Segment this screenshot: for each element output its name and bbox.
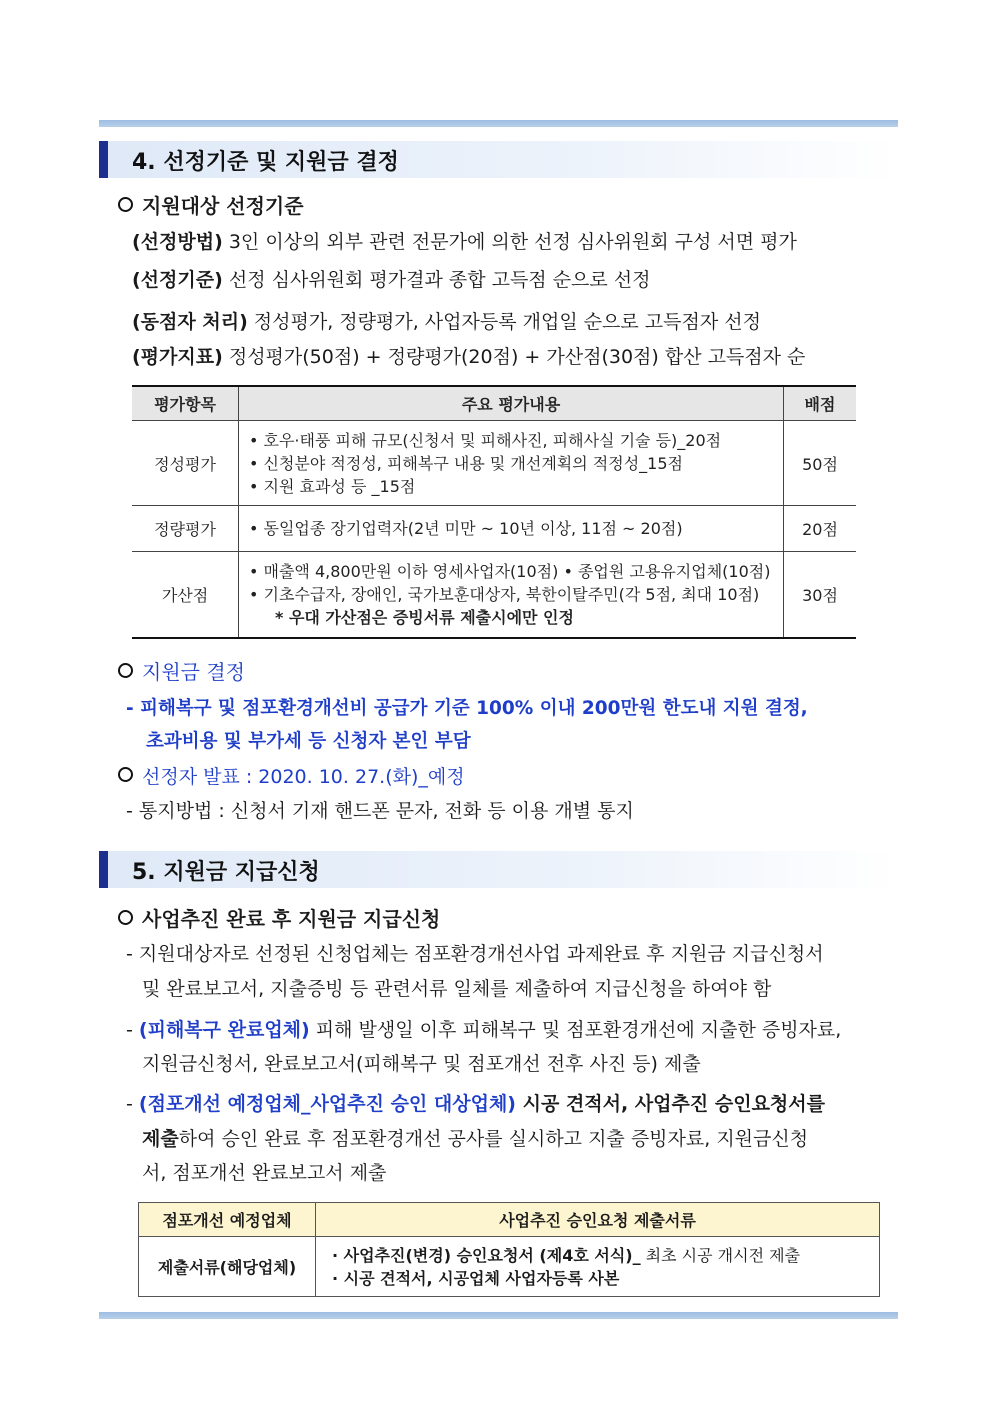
section4-header: [99, 141, 898, 178]
method-text: 3인 이상의 외부 관련 전문가에 의한 선정 심사위원회 구성 서면 평가: [222, 231, 797, 253]
table-row: [132, 421, 856, 506]
p1-line2: 및 완료보고서, 지출증빙 등 관련서류 일체를 제출하여 지급신청을 하여야 함: [142, 978, 772, 1000]
p3-line1: [126, 1092, 825, 1116]
row-content: [239, 506, 784, 552]
header-content: 주요 평가내용: [239, 386, 784, 421]
table-row: [132, 552, 856, 638]
doc1-bold: · 사업추진(변경) 승인요청서 (제4호 서식)_: [332, 1245, 641, 1265]
row-score: 30점: [784, 552, 857, 638]
top-rule: [99, 120, 898, 127]
p2-dash: -: [126, 1019, 139, 1041]
p3-line2: [142, 1127, 808, 1151]
evaluation-table: [132, 385, 856, 639]
section5-heading: [118, 907, 440, 931]
section5-header: [99, 851, 898, 888]
selection-heading: [118, 194, 304, 218]
list-item: • 기초수급자, 장애인, 국가보훈대상자, 북한이탈주민(각 5점, 최대 10점): [249, 584, 760, 604]
table-row: [139, 1237, 880, 1297]
p3-bold: 시공 견적서, 사업추진 승인요청서를: [516, 1093, 825, 1115]
p1-line1: - 지원대상자로 선정된 신청업체는 점포환경개선사업 과제완료 후 지원금 지급신청서: [126, 943, 824, 965]
row-item: 정량평가: [132, 506, 239, 552]
announce-text: - 통지방법 : 신청서 기재 핸드폰 문자, 전화 등 이용 개별 통지: [126, 800, 634, 822]
row-label: 제출서류(해당업체): [139, 1237, 316, 1297]
p3-line2-text: 하여 승인 완료 후 점포환경개선 공사를 실시하고 지출 증빙자료, 지원금신청: [178, 1128, 809, 1150]
p2-text: 피해 발생일 이후 피해복구 및 점포환경개선에 지출한 증빙자료,: [309, 1019, 842, 1041]
doc1-text: 최초 시공 개시전 제출: [640, 1245, 801, 1265]
selection-heading-text: 지원대상 선정기준: [142, 194, 304, 218]
table-header-row: [132, 386, 856, 421]
method-line: [132, 230, 797, 254]
p3-dash: -: [126, 1093, 139, 1115]
grant-heading-text: 지원금 결정: [142, 660, 245, 684]
criteria-text: 선정 심사위원회 평가결과 종합 고득점 순으로 선정: [222, 269, 651, 291]
header-company: 점포개선 예정업체: [139, 1203, 316, 1237]
circle-bullet-icon: [118, 910, 133, 925]
index-text: 정성평가(50점) + 정량평가(20점) + 가산점(30점) 합산 고득점자 순: [222, 346, 806, 368]
grant-line2: 초과비용 및 부가세 등 신청자 본인 부담: [146, 731, 471, 752]
tie-line: [132, 310, 761, 334]
circle-bullet-icon: [118, 767, 133, 782]
p3-line2-bold: 제출: [142, 1128, 179, 1150]
row-score: 50점: [784, 421, 857, 506]
list-item: • 호우·태풍 피해 규모(신청서 및 피해사진, 피해사실 기술 등)_20점: [249, 430, 722, 450]
list-item: · 시공 견적서, 시공업체 사업자등록 사본: [332, 1268, 620, 1288]
announce-heading-text: 선정자 발표 : 2020. 10. 27.(화)_예정: [142, 766, 465, 788]
table-row: [132, 506, 856, 552]
circle-bullet-icon: [118, 197, 133, 212]
documents-table: [138, 1202, 880, 1297]
method-label: (선정방법): [132, 231, 223, 253]
grant-line1: - 피해복구 및 점포환경개선비 공급가 기준 100% 이내 200만원 한도내 지원 결정,: [126, 698, 808, 719]
circle-bullet-icon: [118, 663, 133, 678]
list-item: • 매출액 4,800만원 이하 영세사업자(10점) • 종업원 고용유지업체(10점): [249, 561, 771, 581]
section5-title: 5. 지원금 지급신청: [132, 860, 320, 885]
header-item: 평가항목: [132, 386, 239, 421]
list-item: • 지원 효과성 등 _15점: [249, 476, 416, 496]
header-documents: 사업추진 승인요청 제출서류: [316, 1203, 880, 1237]
bottom-rule: [99, 1312, 898, 1319]
section4-title: 4. 선정기준 및 지원금 결정: [132, 150, 399, 175]
announce-heading: [118, 765, 465, 789]
tie-label: (동점자 처리): [132, 311, 248, 333]
p2-line1: [126, 1018, 841, 1042]
row-item: 정성평가: [132, 421, 239, 506]
tie-text: 정성평가, 정량평가, 사업자등록 개업일 순으로 고득점자 선정: [247, 311, 761, 333]
row-score: 20점: [784, 506, 857, 552]
index-line: [132, 345, 805, 369]
header-score: 배점: [784, 386, 857, 421]
p2-line2: 지원금신청서, 완료보고서(피해복구 및 점포개선 전후 사진 등) 제출: [142, 1053, 701, 1075]
grant-heading: [118, 660, 245, 684]
table-note: * 우대 가산점은 증빙서류 제출시에만 인정: [275, 607, 574, 627]
p2-label: (피해복구 완료업체): [138, 1019, 310, 1041]
criteria-label: (선정기준): [132, 269, 223, 291]
p3-label: (점포개선 예정업체_사업추진 승인 대상업체): [138, 1093, 516, 1115]
table-header-row: [139, 1203, 880, 1237]
list-item: • 동일업종 장기업력자(2년 미만 ~ 10년 이상, 11점 ~ 20점): [249, 519, 683, 538]
p3-line3: 서, 점포개선 완료보고서 제출: [142, 1162, 387, 1184]
row-content: [239, 552, 784, 638]
section5-heading-text: 사업추진 완료 후 지원금 지급신청: [142, 907, 441, 931]
row-documents: [316, 1237, 880, 1297]
list-item: • 신청분야 적정성, 피해복구 내용 및 개선계획의 적정성_15점: [249, 453, 683, 473]
row-item: 가산점: [132, 552, 239, 638]
index-label: (평가지표): [132, 346, 223, 368]
row-content: [239, 421, 784, 506]
list-item: [332, 1244, 871, 1267]
criteria-line: [132, 268, 651, 292]
